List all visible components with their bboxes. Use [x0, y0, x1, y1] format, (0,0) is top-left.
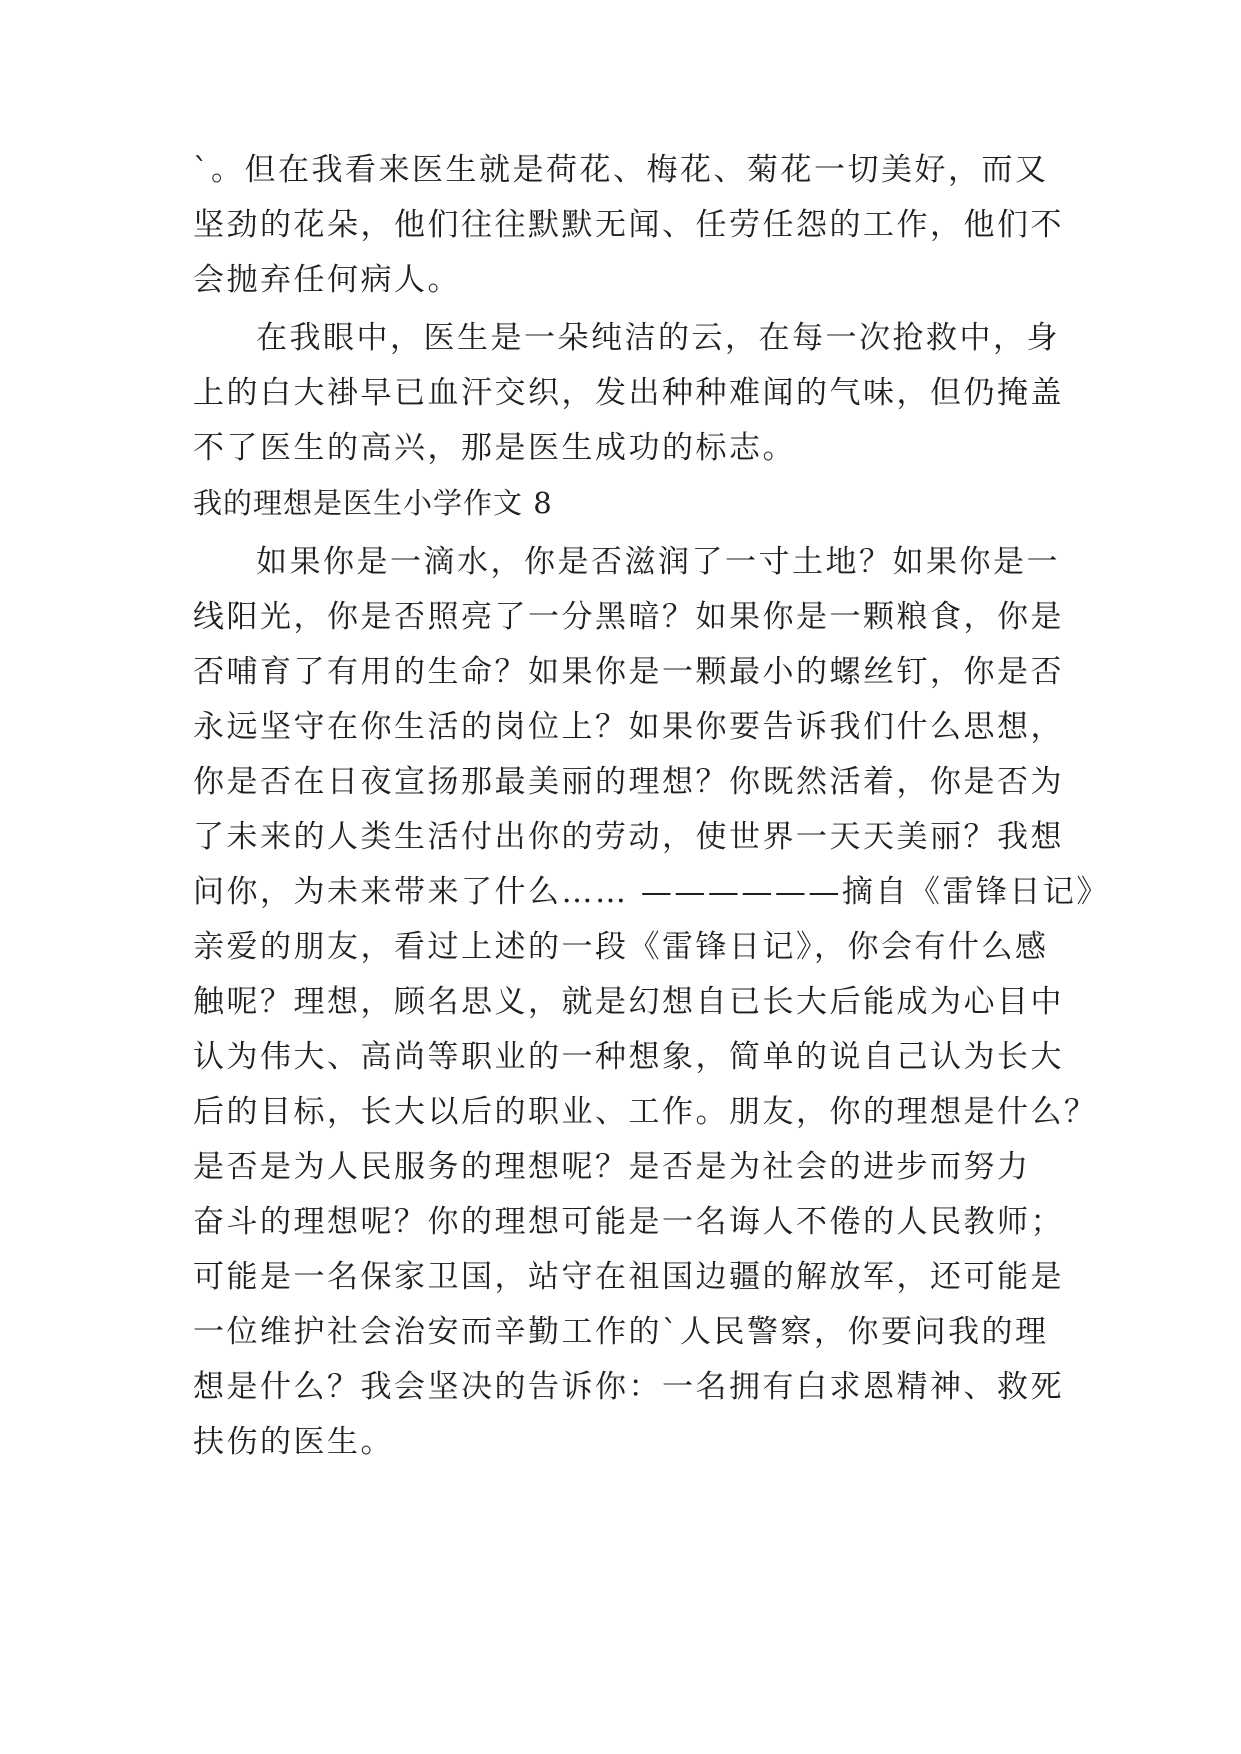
paragraph-1-line-1: `。但在我看来医生就是荷花、梅花、菊花一切美好，而又: [193, 152, 1049, 188]
paragraph-3-line-14: 可能是一名保家卫国，站守在祖国边疆的解放军，还可能是: [193, 1259, 1064, 1295]
paragraph-3-line-7: 问你，为未来带来了什么…… ——————摘自《雷锋日记》: [193, 874, 1110, 910]
section-title: 我的理想是医生小学作文 8: [193, 486, 553, 520]
paragraph-3-line-6: 了未来的人类生活付出你的劳动，使世界一天天美丽？我想: [193, 819, 1064, 855]
paragraph-3-line-1: 如果你是一滴水，你是否滋润了一寸土地？如果你是一: [256, 544, 1060, 580]
paragraph-3-line-3: 否哺育了有用的生命？如果你是一颗最小的螺丝钉，你是否: [193, 654, 1064, 690]
paragraph-3-line-17: 扶伤的医生。: [193, 1424, 394, 1460]
paragraph-1-line-3: 会抛弃任何病人。: [193, 262, 461, 298]
paragraph-2-line-1: 在我眼中，医生是一朵纯洁的云，在每一次抢救中，身: [256, 320, 1060, 356]
paragraph-3-line-13: 奋斗的理想呢？你的理想可能是一名诲人不倦的人民教师；: [193, 1204, 1064, 1240]
paragraph-3-line-2: 线阳光，你是否照亮了一分黑暗？如果你是一颗粮食，你是: [193, 599, 1064, 635]
paragraph-3-line-9: 触呢？理想，顾名思义，就是幻想自已长大后能成为心目中: [193, 984, 1064, 1020]
paragraph-3-line-15: 一位维护社会治安而辛勤工作的`人民警察，你要问我的理: [193, 1314, 1049, 1350]
paragraph-3-line-12: 是否是为人民服务的理想呢？是否是为社会的进步而努力: [193, 1149, 1031, 1185]
paragraph-3-line-8: 亲爱的朋友，看过上述的一段《雷锋日记》，你会有什么感: [193, 929, 1049, 965]
paragraph-3-line-10: 认为伟大、高尚等职业的一种想象，简单的说自己认为长大: [193, 1039, 1064, 1075]
paragraph-2-line-3: 不了医生的高兴，那是医生成功的标志。: [193, 430, 796, 466]
paragraph-3-line-11: 后的目标，长大以后的职业、工作。朋友，你的理想是什么？: [193, 1094, 1098, 1130]
paragraph-2-line-2: 上的白大褂早已血汗交织，发出种种难闻的气味，但仍掩盖: [193, 375, 1064, 411]
paragraph-1-line-2: 坚劲的花朵，他们往往默默无闻、任劳任怨的工作，他们不: [193, 207, 1064, 243]
paragraph-3-line-5: 你是否在日夜宣扬那最美丽的理想？你既然活着，你是否为: [193, 764, 1064, 800]
paragraph-3-line-4: 永远坚守在你生活的岗位上？如果你要告诉我们什么思想，: [193, 709, 1064, 745]
paragraph-3-line-16: 想是什么？我会坚决的告诉你：一名拥有白求恩精神、救死: [193, 1369, 1064, 1405]
